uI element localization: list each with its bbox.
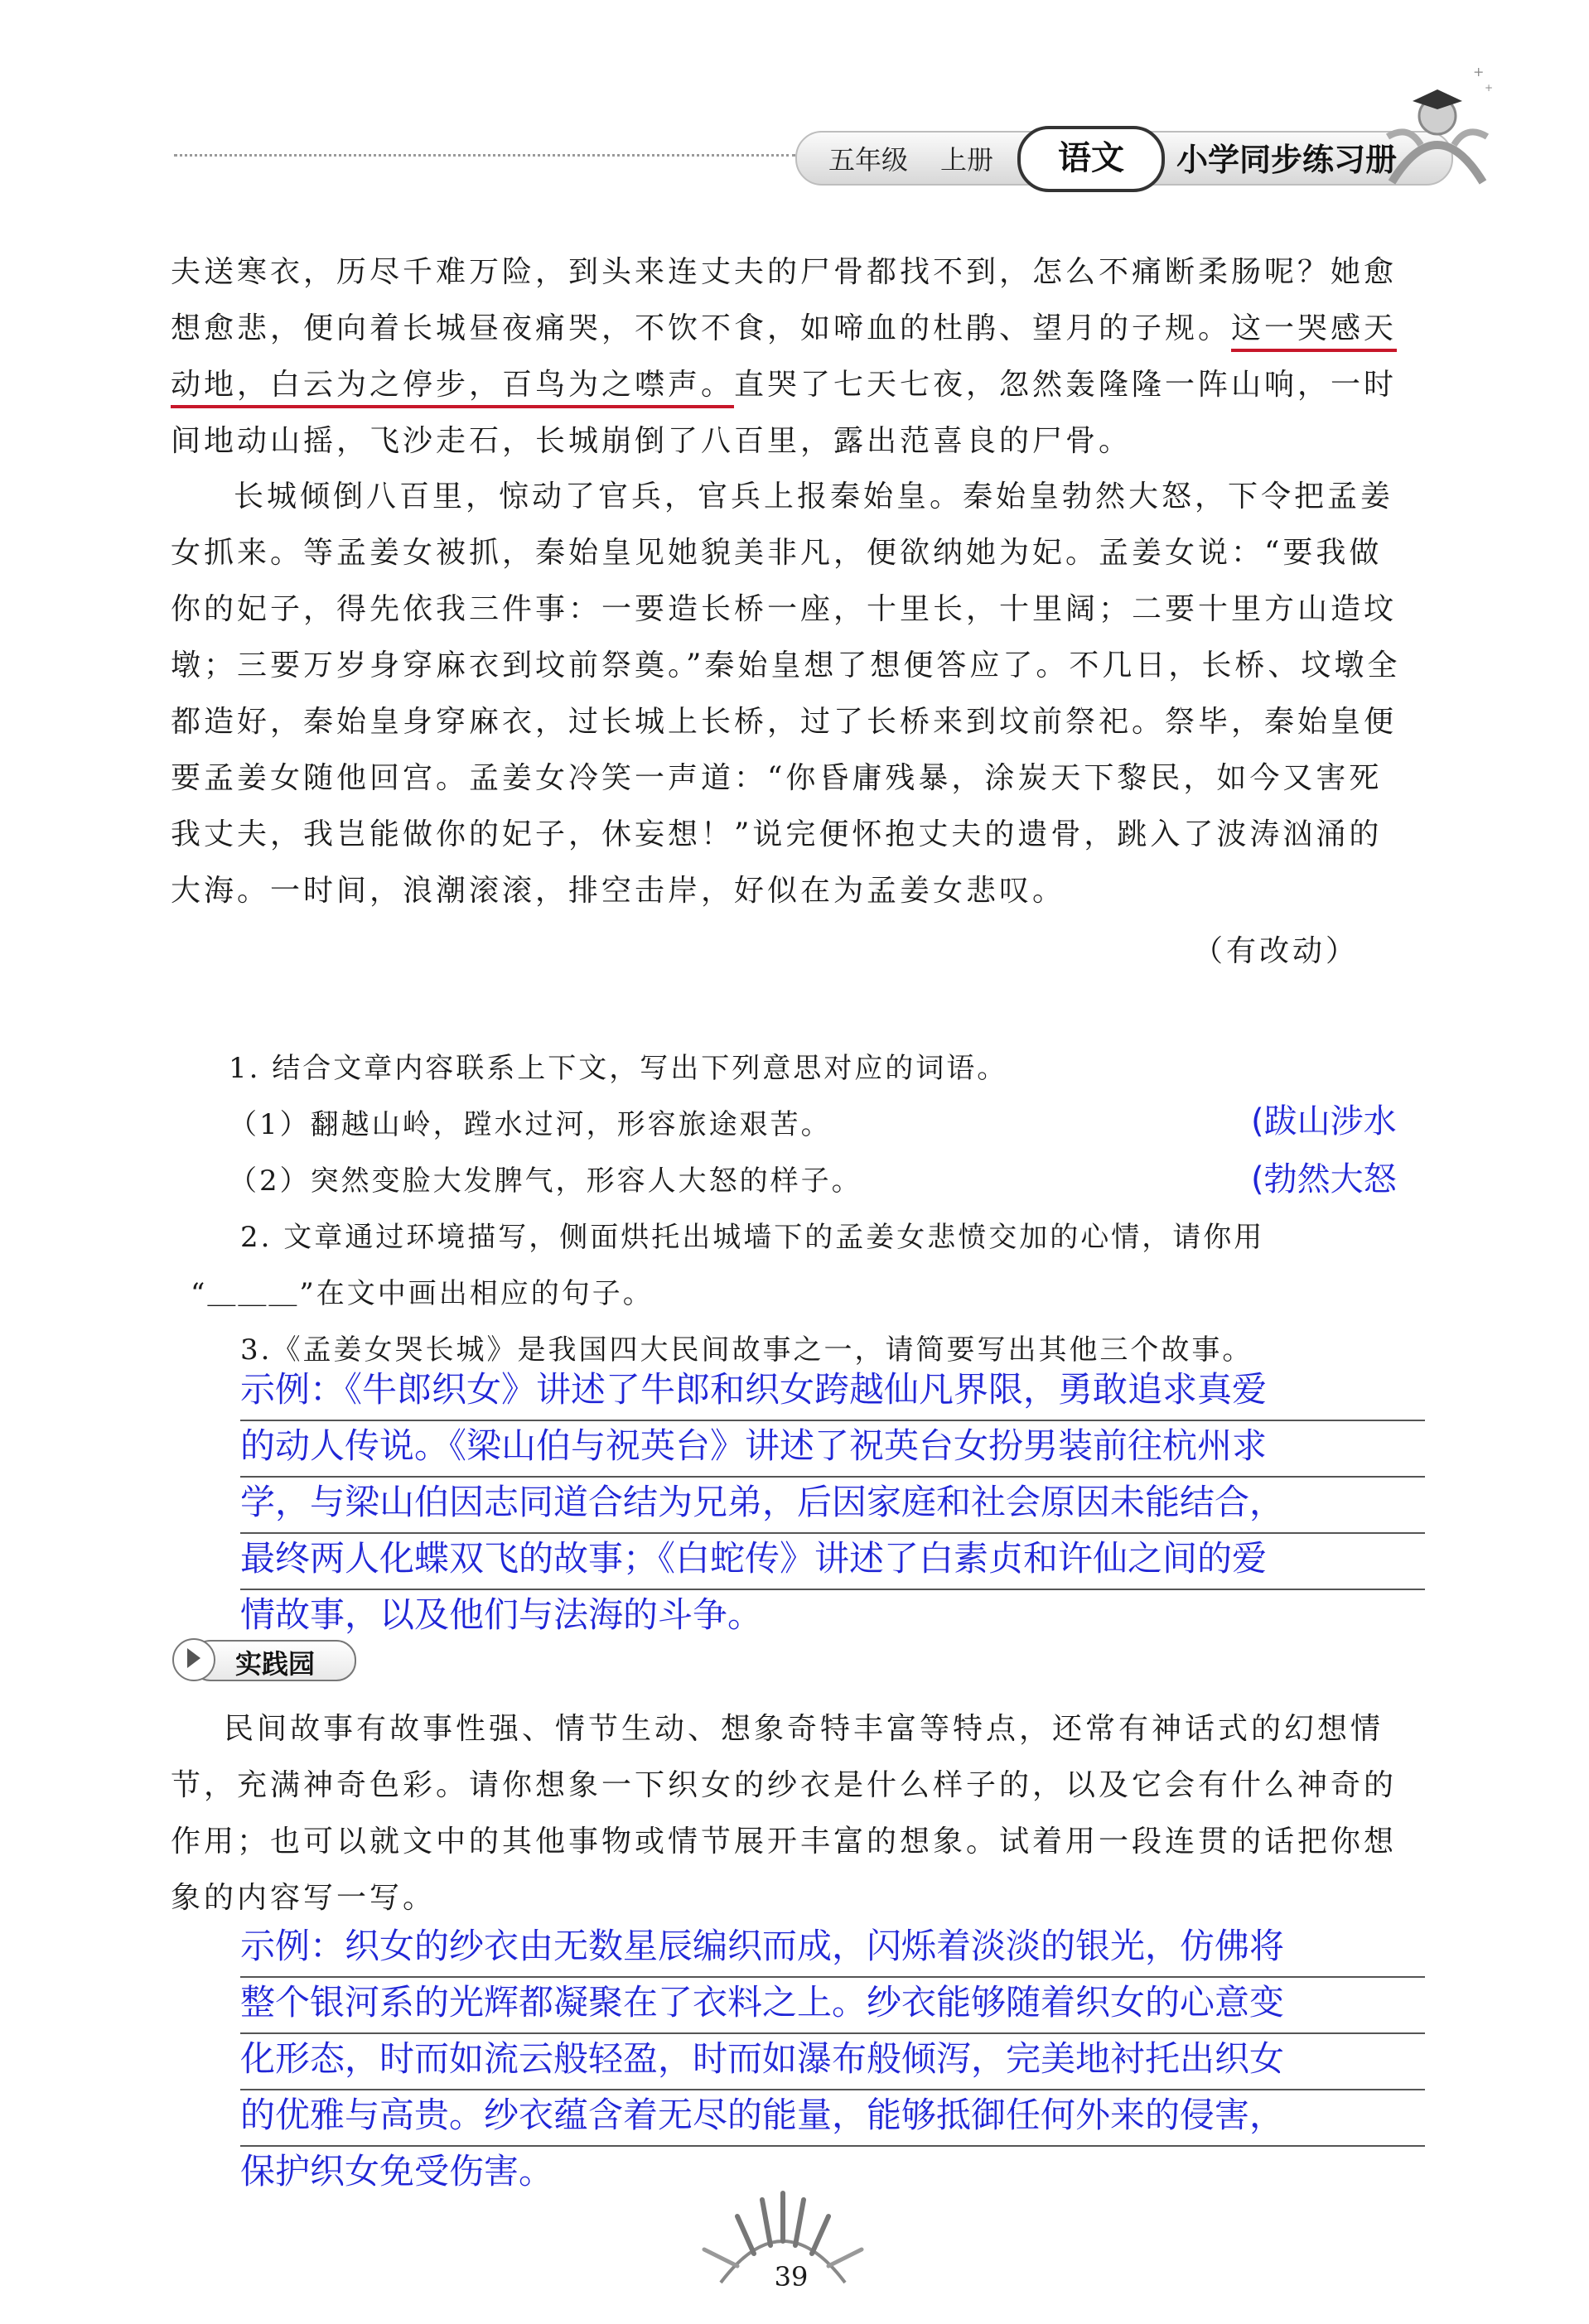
source-note: （有改动） (1193, 934, 1360, 968)
practice-answer-line: 化形态，时而如流云般轻盈，时而如瀑布般倾泻，完美地衬托出织女 (240, 2034, 1425, 2090)
story-paragraph-2: 长城倾倒八百里，惊动了官兵，官兵上报秦始皇。秦始皇勃然大怒，下令把孟姜女抓来。等孟姜女被抓，秦始皇见她貌美非凡，便欲纳她为妃。孟姜女说：“要我做你的妃子，得先依我三件事：一要造长桥一座，十里长，十里阔；二要十里方山造坟墩；三要万岁身穿麻衣到坟前祭奠。”秦始皇想了想便答应了。不几日，长桥、坟墩全都造好，秦始皇身穿麻衣，过长城上长桥，过了长桥来到坟前祭祀。祭毕，秦始皇便要孟姜女随他回宫。孟姜女冷笑一声道：“你昏庸残暴，涂炭天下黎民，如今又害死我丈夫，我岂能做你的妃子，休妄想！”说完便怀抱丈夫的遗骨，跳入了波涛汹涌的大海。一时间，浪潮滚滚，排空击岸，好似在为孟姜女悲叹。 (171, 480, 1401, 908)
story-line-3-text: 直哭了七天七夜，忽然轰隆隆一阵山响，一时 (734, 368, 1398, 402)
practice-answer-line: 保护织女免受伤害。 (240, 2151, 554, 2191)
svg-text:+: + (1473, 64, 1485, 80)
play-arrow-icon (187, 1648, 200, 1668)
question-2-line-2: “＿＿＿”在文中画出相应的句子。 (191, 1277, 654, 1310)
svg-text:+: + (1485, 82, 1494, 94)
section-title: 实践园 (235, 1648, 316, 1680)
practice-prompt: 民间故事有故事性强、情节生动、想象奇特丰富等特点，还常有神话式的幻想情节，充满神奇色彩。请你想象一下织女的纱衣是什么样子的，以及它会有什么神奇的作用；也可以就文中的其他事物或情节展开丰富的想象。试着用一段连贯的话把你想象的内容写一写。 (171, 1712, 1398, 1915)
header-book-title: 小学同步练习册 (1176, 142, 1398, 178)
story-line-1: 夫送寒衣，历尽千难万险，到头来连丈夫的尸骨都找不到，怎么不痛断柔肠呢？她愈 (171, 255, 1398, 289)
graduate-mascot-icon (1375, 58, 1500, 199)
question-1: 1. 结合文章内容联系上下文，写出下列意思对应的词语。 (229, 1052, 1008, 1085)
practice-answer (240, 1921, 1425, 2201)
question-2-line-1: 2. 文章通过环境描写，侧面烘托出城墙下的孟姜女悲愤交加的心情，请你用 (240, 1221, 1265, 1254)
underlined-sentence-part-2: 动地，白云为之停步，百鸟为之噤声。 (171, 368, 734, 408)
underlined-sentence-part-1: 这一哭感天 (1231, 311, 1397, 352)
question-3: 3.《孟姜女哭长城》是我国四大民间故事之一，请简要写出其他三个故事。 (240, 1333, 1253, 1367)
story-line-2-text: 想愈悲，便向着长城昼夜痛哭，不饮不食，如啼血的杜鹃、望月的子规。 (171, 311, 1232, 345)
question-1-1: （1）翻越山岭，蹚水过河，形容旅途艰苦。 (229, 1108, 832, 1141)
header-grade: 五年级 (828, 144, 909, 176)
header-subject: 语文 (1017, 126, 1165, 192)
section-badge (172, 1637, 361, 1683)
header-dotted-rule (174, 154, 795, 157)
answer-1-1: (跋山涉水 (1251, 1102, 1397, 1140)
practice-answer-line: 示例：织女的纱衣由无数星辰编织而成，闪烁着淡淡的银光，仿佛将 (240, 1921, 1425, 1978)
answer-3-line: 的动人传说。《梁山伯与祝英台》讲述了祝英台女扮男装前往杭州求 (240, 1421, 1425, 1478)
answer-3 (240, 1365, 1425, 1645)
answer-3-line: 学，与梁山伯因志同道合结为兄弟，后因家庭和社会原因未能结合， (240, 1478, 1425, 1534)
story-line-3 (171, 361, 1397, 403)
practice-answer-line: 的优雅与高贵。纱衣蕴含着无尽的能量，能够抵御任何外来的侵害， (240, 2090, 1425, 2147)
page-number: 39 (774, 2261, 809, 2293)
question-1-2: （2）突然变脸大发脾气，形容人大怒的样子。 (229, 1164, 862, 1198)
practice-answer-line: 整个银河系的光辉都凝聚在了衣料之上。纱衣能够随着织女的心意变 (240, 1978, 1425, 2034)
header-term: 上册 (940, 144, 994, 176)
story-line-4: 间地动山摇，飞沙走石，长城崩倒了八百里，露出范喜良的尸骨。 (171, 424, 1133, 458)
answer-3-line: 示例：《牛郎织女》讲述了牛郎和织女跨越仙凡界限，勇敢追求真爱 (240, 1365, 1425, 1421)
answer-3-line: 情故事，以及他们与法海的斗争。 (240, 1594, 763, 1635)
answer-3-line: 最终两人化蝶双飞的故事；《白蛇传》讲述了白素贞和许仙之间的爱 (240, 1534, 1425, 1590)
story-line-2 (171, 305, 1397, 347)
answer-1-2: (勃然大怒 (1251, 1160, 1397, 1198)
